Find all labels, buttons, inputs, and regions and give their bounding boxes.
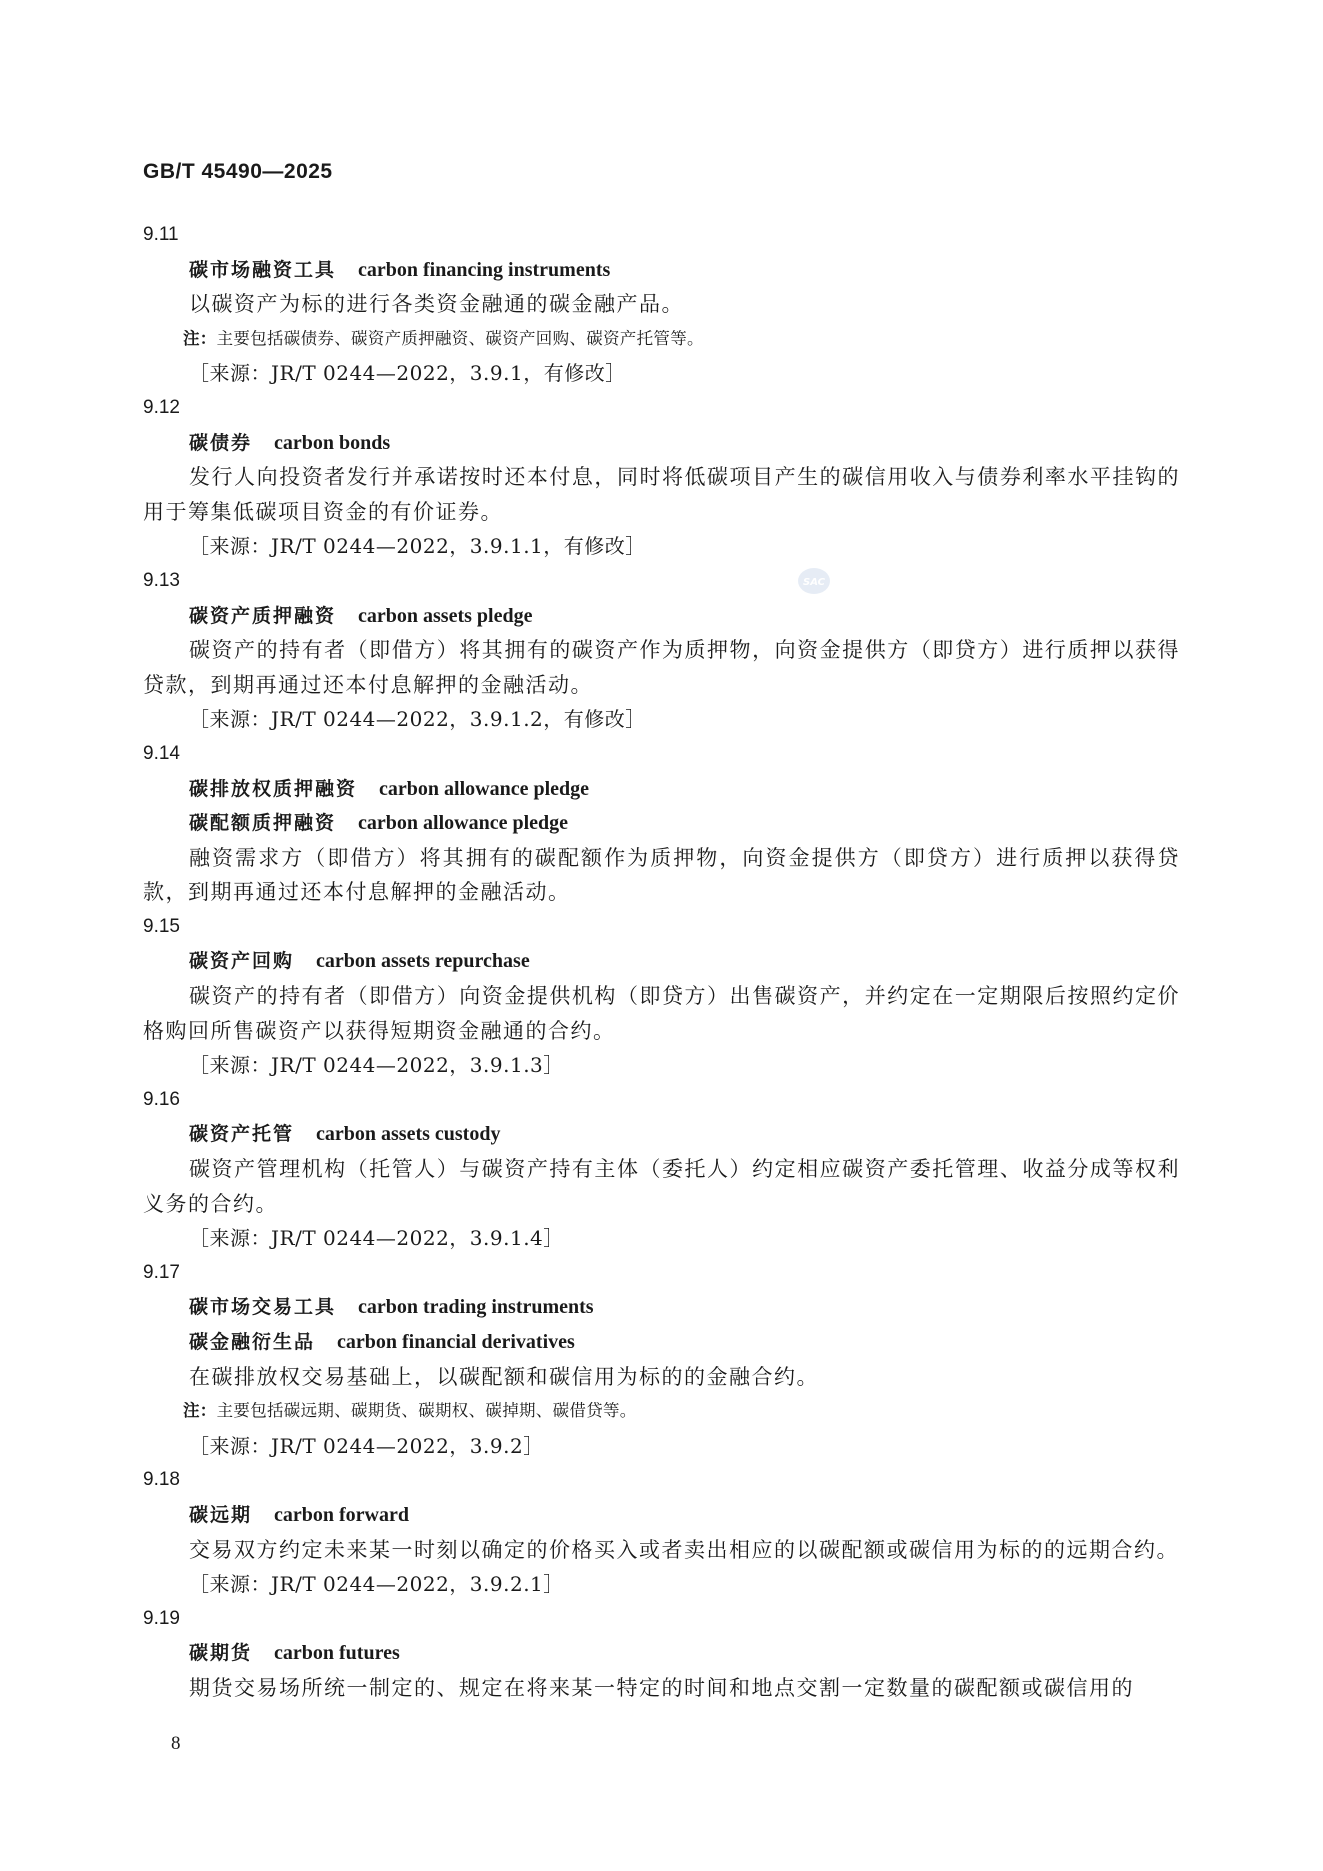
entry-number: 9.12 [143, 396, 180, 418]
term-heading [143, 772, 1180, 807]
page-number: 8 [171, 1733, 181, 1754]
entry-number: 9.11 [143, 224, 179, 245]
term-en: carbon assets custody [316, 1123, 501, 1146]
term-heading [143, 253, 1180, 288]
term-entry-9-11 [143, 218, 1180, 391]
entry-number: 9.18 [143, 1469, 180, 1491]
term-entry-9-19 [143, 1602, 1180, 1706]
term-heading [143, 599, 1180, 634]
term-entry-9-13 [143, 564, 1180, 737]
term-zh: 碳资产质押融资 [189, 604, 337, 627]
entry-number: 9.14 [143, 742, 180, 764]
term-zh: 碳排放权质押融资 [189, 777, 358, 800]
term-note [143, 1394, 1180, 1429]
entry-number: 9.13 [143, 569, 180, 591]
term-definition: 在碳排放权交易基础上，以碳配额和碳信用为标的的金融合约。 [189, 1364, 819, 1389]
term-zh: 碳远期 [189, 1503, 253, 1526]
term-entry-9-12 [143, 391, 1180, 564]
term-en: carbon assets pledge [358, 604, 533, 627]
term-en: carbon bonds [274, 431, 391, 454]
term-heading-synonym [143, 1325, 1180, 1360]
term-entries [143, 218, 1180, 1706]
term-en: carbon trading instruments [358, 1296, 594, 1319]
entry-number: 9.15 [143, 915, 180, 937]
term-heading [143, 1290, 1180, 1325]
term-zh: 碳债券 [189, 431, 253, 454]
entry-number: 9.19 [143, 1607, 180, 1629]
term-source: ［来源：JR/T 0244—2022，3.9.1.2，有修改］ [189, 707, 646, 732]
term-en: carbon financing instruments [358, 258, 611, 281]
term-entry-9-14 [143, 737, 1180, 910]
term-zh: 碳期货 [189, 1642, 253, 1665]
term-en: carbon allowance pledge [358, 812, 569, 835]
term-en: carbon allowance pledge [379, 777, 590, 800]
watermark-text: SAC [803, 577, 825, 588]
term-source: ［来源：JR/T 0244—2022，3.9.1.4］ [189, 1226, 564, 1251]
term-en: carbon futures [274, 1642, 400, 1665]
term-entry-9-17 [143, 1256, 1180, 1464]
term-en: carbon assets repurchase [316, 950, 530, 973]
term-zh: 碳金融衍生品 [189, 1331, 316, 1353]
note-text: 主要包括碳远期、碳期货、碳期权、碳掉期、碳借贷等。 [216, 1401, 637, 1421]
term-heading [143, 1117, 1180, 1152]
term-zh: 碳资产回购 [189, 950, 295, 973]
entry-number: 9.16 [143, 1088, 180, 1110]
term-definition: 融资需求方（即借方）将其拥有的碳配额作为质押物，向资金提供方（即贷方）进行质押以获得贷款，到期再通过还本付息解押的金融活动。 [143, 845, 1180, 905]
term-entry-9-16 [143, 1083, 1180, 1256]
term-source: ［来源：JR/T 0244—2022，3.9.1.3］ [189, 1053, 564, 1078]
term-source: ［来源：JR/T 0244—2022，3.9.2.1］ [189, 1572, 564, 1597]
term-heading [143, 1498, 1180, 1533]
term-zh: 碳配额质押融资 [189, 812, 337, 835]
term-source: ［来源：JR/T 0244—2022，3.9.2］ [189, 1433, 544, 1458]
term-heading-synonym [143, 806, 1180, 841]
term-zh: 碳市场融资工具 [189, 258, 337, 281]
term-definition: 发行人向投资者发行并承诺按时还本付息，同时将低碳项目产生的碳信用收入与债券利率水平挂钩的用于筹集低碳项目资金的有价证券。 [143, 465, 1180, 524]
entry-number: 9.17 [143, 1261, 180, 1283]
term-zh: 碳市场交易工具 [189, 1296, 337, 1319]
term-definition: 碳资产的持有者（即借方）将其拥有的碳资产作为质押物，向资金提供方（即贷方）进行质押以获得贷款，到期再通过还本付息解押的金融活动。 [143, 638, 1180, 697]
term-note [143, 322, 1180, 357]
term-zh: 碳资产托管 [189, 1123, 295, 1146]
term-en: carbon forward [274, 1503, 409, 1526]
term-definition: 交易双方约定未来某一时刻以确定的价格买入或者卖出相应的以碳配额或碳信用为标的的远期合约。 [189, 1537, 1179, 1562]
term-definition: 期货交易场所统一制定的、规定在将来某一特定的时间和地点交割一定数量的碳配额或碳信用的 [189, 1675, 1134, 1700]
term-en: carbon financial derivatives [337, 1331, 575, 1353]
term-heading [143, 426, 1180, 461]
term-source: ［来源：JR/T 0244—2022，3.9.1.1，有修改］ [189, 534, 646, 559]
term-source: ［来源：JR/T 0244—2022，3.9.1，有修改］ [189, 361, 626, 386]
term-heading [143, 944, 1180, 979]
note-text: 主要包括碳债券、碳资产质押融资、碳资产回购、碳资产托管等。 [216, 328, 704, 348]
term-definition: 碳资产的持有者（即借方）向资金提供机构（即贷方）出售碳资产，并约定在一定期限后按照约定价格购回所售碳资产以获得短期资金融通的合约。 [143, 984, 1180, 1043]
note-label: 注： [183, 328, 217, 348]
standard-id-header: GB/T 45490—2025 [143, 160, 333, 183]
term-entry-9-18 [143, 1463, 1180, 1601]
term-definition: 以碳资产为标的进行各类资金融通的碳金融产品。 [189, 292, 684, 317]
note-label: 注： [183, 1401, 217, 1421]
term-definition: 碳资产管理机构（托管人）与碳资产持有主体（委托人）约定相应碳资产委托管理、收益分成等权利义务的合约。 [143, 1157, 1180, 1216]
term-entry-9-15 [143, 910, 1180, 1083]
term-heading [143, 1636, 1180, 1671]
